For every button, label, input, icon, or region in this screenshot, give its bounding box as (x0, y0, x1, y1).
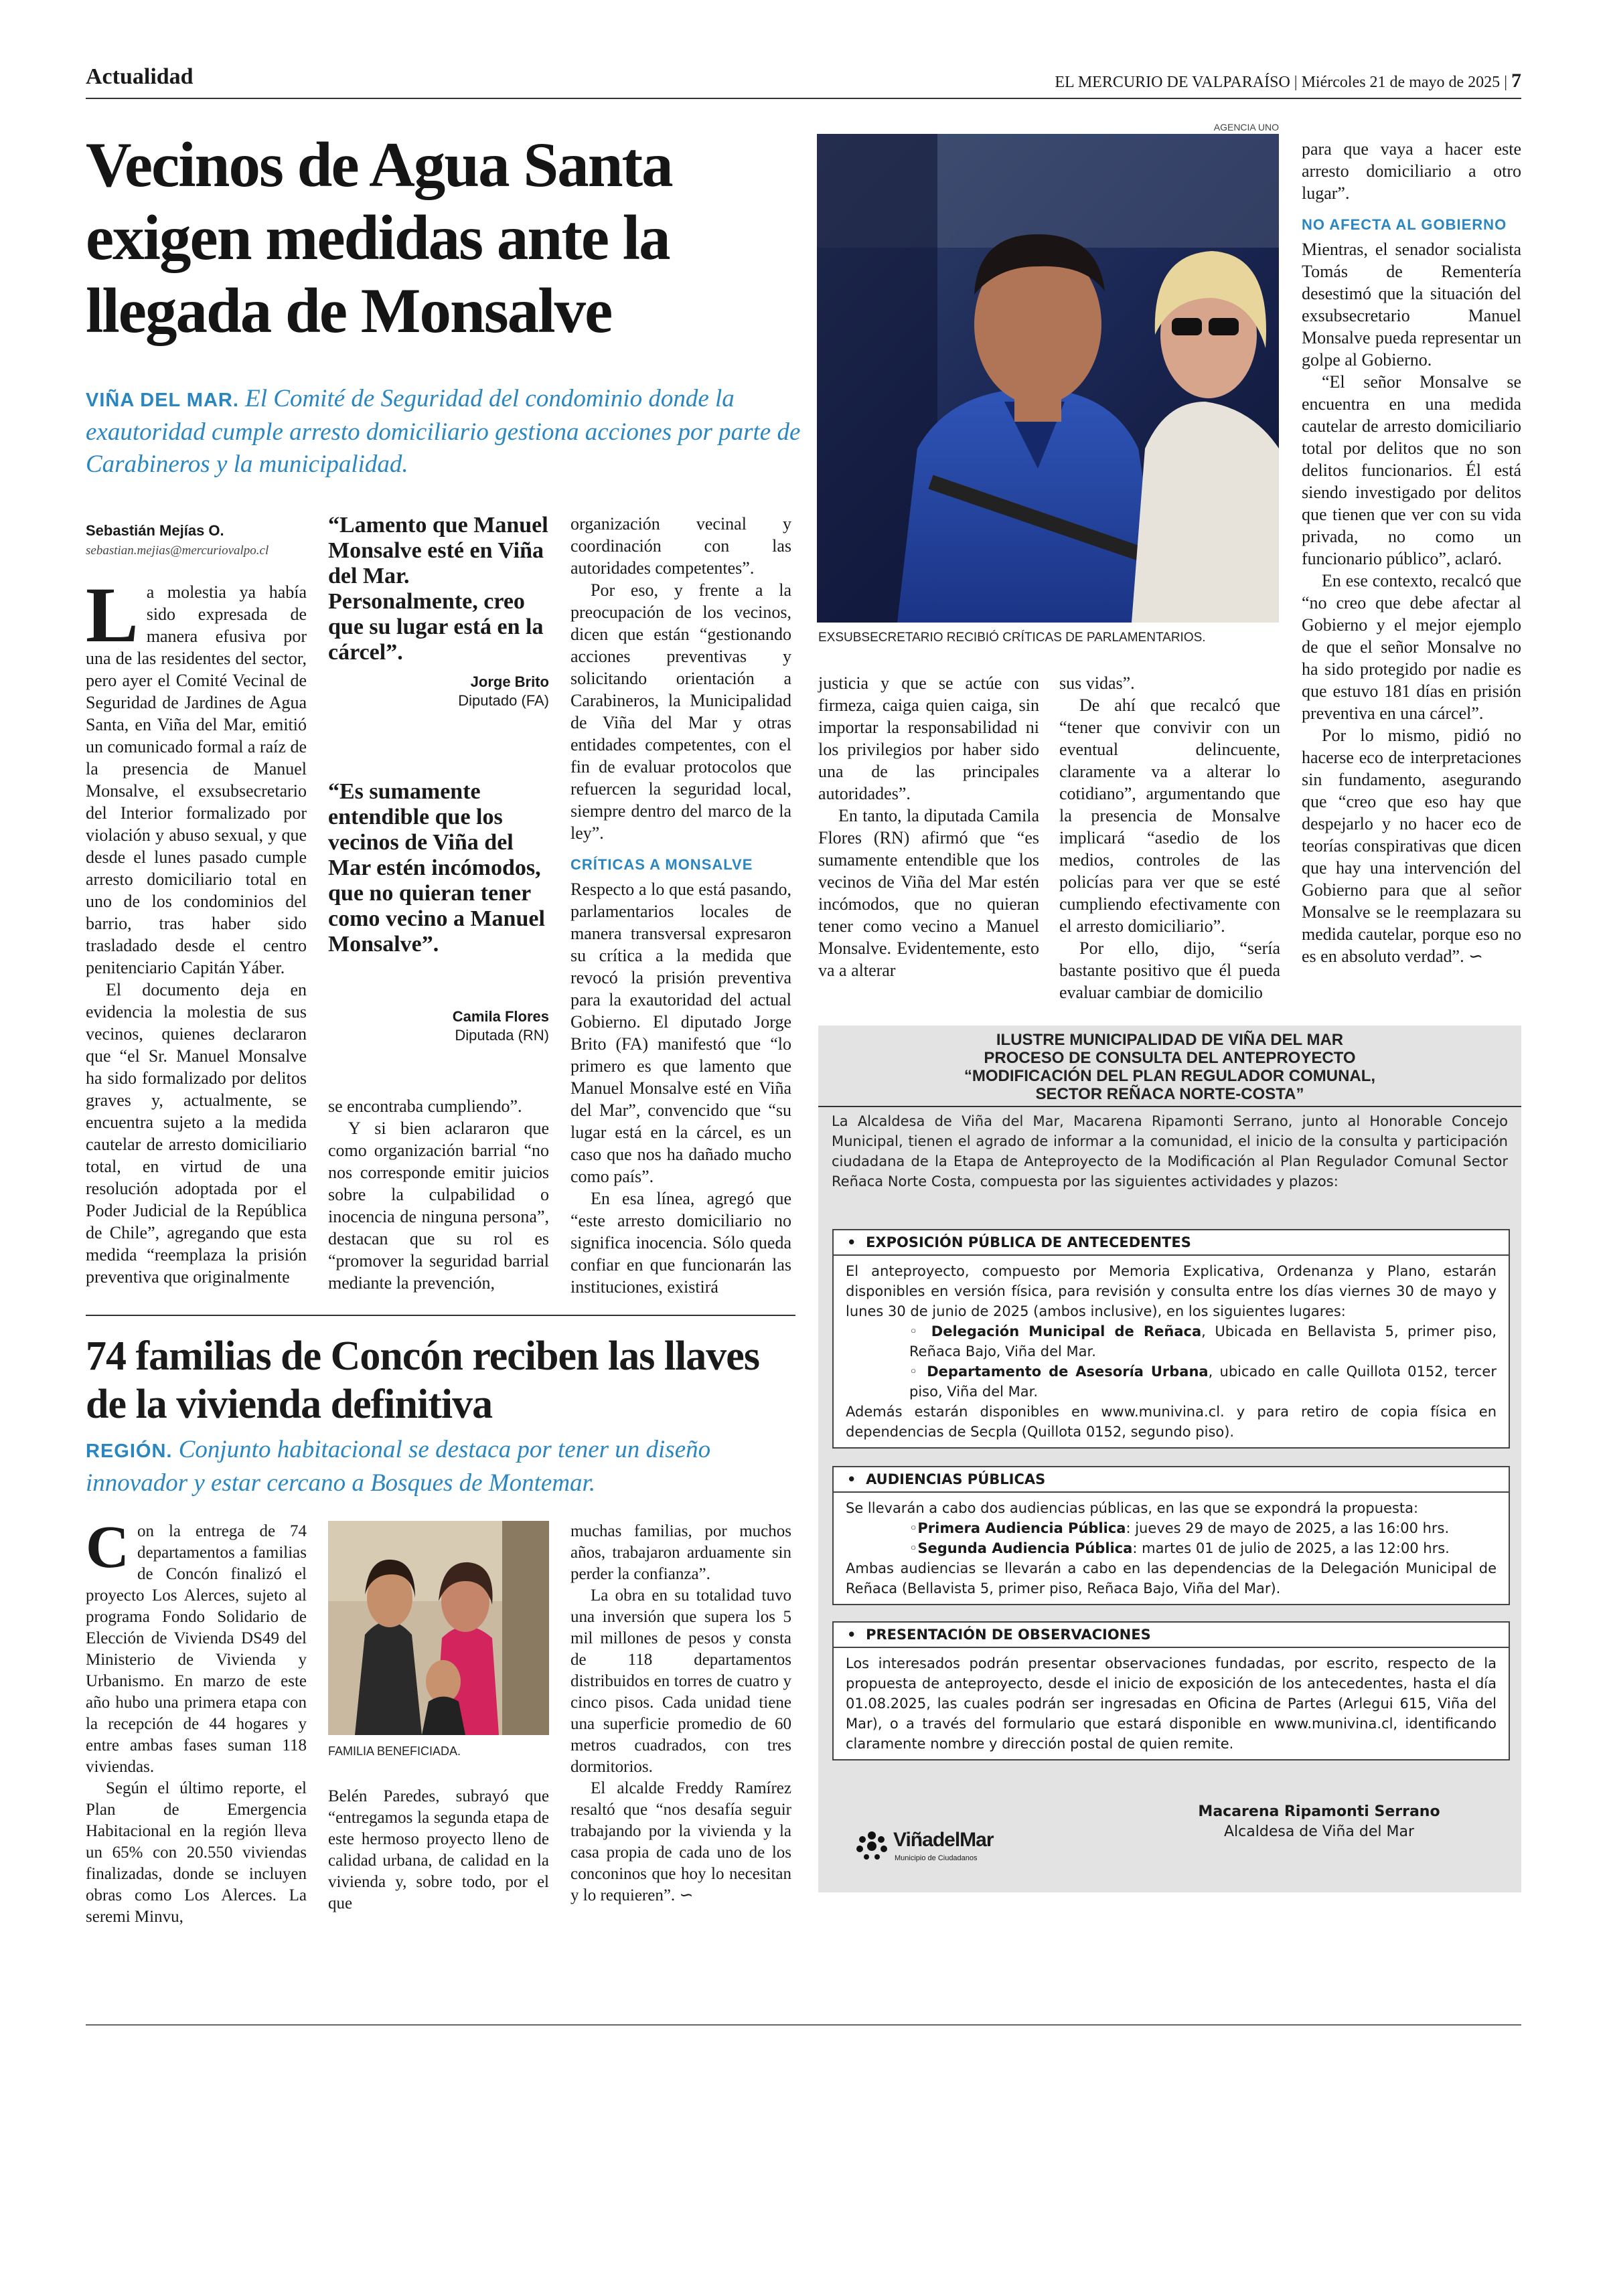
article1-column-5 (1059, 672, 1280, 1003)
hearing-item (846, 1518, 1497, 1538)
bullet-icon: • (847, 1234, 856, 1250)
section-body (834, 1493, 1509, 1604)
article2-column-3 (570, 1521, 791, 1906)
location-detail: , Ubicada en Bellavista 5, primer piso, Reñaca Bajo, Viña del Mar. (909, 1323, 1497, 1360)
photo-credit: AGENCIA UNO (1213, 122, 1279, 133)
pull-quote-flores-attribution (328, 1007, 549, 1045)
location-name: Delegación Municipal de Reñaca (931, 1323, 1202, 1339)
signer-role: Alcaldesa de Viña del Mar (1224, 1823, 1414, 1840)
quote-role: Diputada (RN) (455, 1027, 549, 1044)
location-detail: , ubicado en calle Quillota 0152, tercer piso, Viña del Mar. (909, 1364, 1497, 1400)
location-name: Departamento de Asesoría Urbana (927, 1364, 1209, 1380)
paragraph: De ahí que recalcó que “tener que convivir con un eventual delincuente, claramente va a alterar lo cotidiano”, argumentando que la presencia de Monsalve implicará “asedio de los medios, controles de las policías para ver que se esté cumpliendo efectivamente con el arresto domiciliario”. (1059, 695, 1280, 936)
paragraph: “El señor Monsalve se encuentra en una medida cautelar de arresto domiciliario total por delitos que no son delitos funcionarios. Él está siendo investigado por delitos que tienen que ver con su vida privada, no como un funcionario público”, aclaró. (1302, 372, 1521, 568)
article1-column-2 (328, 1095, 549, 1294)
logo-icon (852, 1826, 892, 1866)
pull-quote-brito: “Lamento que Manuel Monsalve esté en Viña del Mar. Personalmente, creo que su lugar está en la cárcel”. (328, 513, 548, 665)
notice-title-line: PROCESO DE CONSULTA DEL ANTEPROYECTO (984, 1049, 1356, 1067)
article2-headline: 74 familias de Concón reciben las llaves de la vivienda definitiva (86, 1333, 759, 1427)
notice-section-exposicion (832, 1229, 1510, 1449)
quote-name: Jorge Brito (470, 673, 549, 690)
section-header (834, 1623, 1509, 1648)
section-title: PRESENTACIÓN DE OBSERVACIONES (866, 1627, 1151, 1643)
pull-quote-brito-attribution (328, 673, 549, 710)
byline-author: Sebastián Mejías O. (86, 522, 224, 539)
sub-bullet-icon: ◦ (909, 1540, 918, 1556)
header-rule (86, 98, 1521, 99)
vina-del-mar-logo (852, 1821, 999, 1874)
pull-quote-flores: “Es sumamente entendible que los vecinos de Viña del Mar estén incómodos, que no quieran tener como vecino a Manuel Monsalve”. (328, 779, 545, 957)
paragraph: a molestia ya había sido expresada de manera efusiva por una de las residentes del sector, pero ayer el Comité Vecinal de Seguridad de Jardines de Agua Santa, en Viña del Mar, emitió un comunicado formal a raíz de la presencia de Manuel Monsalve, el exsubsecretario del Interior formalizado por violación y abuso sexual, y que desde el lunes pasado cumple arresto domiciliario total en uno de los condominios del barrio, tras haber sido trasladado desde el centro penitenciario Capitán Yáber. (86, 582, 307, 977)
paragraph: sus vidas”. (1059, 673, 1135, 693)
notice-signature (1138, 1802, 1500, 1842)
hearing-detail: : jueves 29 de mayo de 2025, a las 16:00 hrs. (1126, 1520, 1450, 1536)
separator: | (1504, 74, 1511, 91)
section-text: El anteproyecto, compuesto por Memoria Explicativa, Ordenanza y Plano, estarán disponibles en versión física, para revisión y consulta entre los días viernes 30 de mayo y lunes 30 de junio de 2025 (ambos inclusive), en los siguientes lugares: (846, 1263, 1497, 1319)
family-illustration (328, 1521, 549, 1735)
section-header (834, 1467, 1509, 1493)
signer-name: Macarena Ripamonti Serrano (1198, 1803, 1440, 1820)
paragraph (1302, 724, 1521, 967)
paragraph-text: Por lo mismo, pidió no hacerse eco de interpretaciones sin fundamento, asegurando que “creo que eso hay que despejarlo y no hacer eco de teorías conspirativas que dicen que hay una intervención del Gobierno para que al señor Monsalve se le reemplazara su medida cautelar, porque eso no es en absoluto verdad”. (1302, 726, 1521, 966)
article1-deck-text: El Comité de Seguridad del condominio donde la exautoridad cumple arresto domiciliario gestiona acciones por parte de Carabineros y la municipalidad. (86, 385, 801, 478)
paragraph: Según el último reporte, el Plan de Emergencia Habitacional en la región lleva un 65% con 20.550 viviendas finalizadas, donde se incluyen obras como Los Alerces. La seremi Minvu, (86, 1779, 307, 1926)
bullet-icon: • (847, 1471, 856, 1487)
notice-intro: La Alcaldesa de Viña del Mar, Macarena Ripamonti Serrano, junto al Honorable Concejo Municipal, tienen el agrado de informar a la comunidad, el inicio de la consulta y participación ciudadana de la Etapa de Anteproyecto de la Modificación al Plan Regulador Comunal Sector Reñaca Norte Costa, compuesta por las siguientes actividades y plazos: (832, 1113, 1508, 1190)
bullet-icon: • (847, 1627, 856, 1643)
paragraph: En ese contexto, recalcó que “no creo que debe afectar al Gobierno y el mejor ejemplo de que el señor Monsalve no ha sido protegido por nadie es que estuvo 181 días en prisión preventiva en una cárcel”. (1302, 571, 1521, 723)
dropcap: L (86, 571, 139, 659)
paragraph: on la entrega de 74 departamentos a familias de Concón finalizó el proyecto Los Alerces, sujeto al programa Fondo Solidario de Elección de Vivienda DS49 del Ministerio de Vivienda y Urbanismo. En marzo de este año hubo una primera etapa con la recepción de 44 hogares y entre ambas fases suman 118 viviendas. (86, 1522, 307, 1776)
monsalve-photo (817, 134, 1279, 623)
paragraph: para que vaya a hacer este arresto domiciliario a otro lugar”. (1302, 139, 1521, 203)
article2-column-2 (328, 1786, 549, 1914)
section-text: Los interesados podrán presentar observaciones fundadas, por escrito, respecto de la propuesta de anteproyecto, desde el inicio de exposición de los antecedentes, hasta el día 01.08.2025, las cuales podrán ser ingresadas en Oficina de Partes (Arlegui 615, Viña del Mar), o a través del formulario que estará disponible en www.munivina.cl, identificando claramente nombre y dirección postal de quien remite. (846, 1655, 1497, 1752)
quote-role: Diputado (FA) (458, 692, 549, 709)
section-label: Actualidad (86, 64, 194, 89)
paragraph: En esa línea, agregó que “este arresto domiciliario no significa inocencia. Sólo queda confiar en que funcionarán las instituciones, existirá (570, 1189, 791, 1297)
location-item (846, 1362, 1497, 1402)
section-title: AUDIENCIAS PÚBLICAS (866, 1471, 1046, 1487)
notice-title-line: SECTOR REÑACA NORTE-COSTA” (1035, 1085, 1304, 1103)
hearing-detail: : martes 01 de julio de 2025, a las 12:00 hrs. (1132, 1540, 1450, 1556)
section-text: Se llevarán a cabo dos audiencias públicas, en las que se expondrá la propuesta: (846, 1500, 1419, 1516)
article1-column-1 (86, 571, 307, 1288)
section-header (834, 1230, 1509, 1256)
section-text: Además estarán disponibles en www.munivina.cl. y para retiro de copia física en dependencias de Secpla (Quillota 0152, segundo piso). (846, 1404, 1497, 1440)
dropcap: C (86, 1514, 129, 1580)
paragraph: muchas familias, por muchos años, trabajaron arduamente sin perder la confianza”. (570, 1522, 791, 1583)
hearing-item (846, 1538, 1497, 1558)
page-number: 7 (1511, 70, 1521, 92)
section-title: EXPOSICIÓN PÚBLICA DE ANTECEDENTES (866, 1234, 1191, 1250)
article1-column-6 (1302, 138, 1521, 967)
article2-deck (86, 1434, 809, 1499)
article1-column-3 (570, 513, 791, 1298)
photo-caption: EXSUBSECRETARIO RECIBIÓ CRÍTICAS DE PARLAMENTARIOS. (818, 631, 1206, 645)
paragraph: Belén Paredes, subrayó que “entregamos la segunda etapa de este hermoso proyecto lleno de calidad urbana, de calidad en la vivienda y, sobre todo, por el que (328, 1787, 549, 1912)
footer-rule (86, 2024, 1521, 2026)
sub-bullet-icon: ◦ (909, 1364, 920, 1380)
subhead-criticas: CRÍTICAS A MONSALVE (570, 856, 753, 873)
section-body (834, 1648, 1509, 1759)
masthead-line (1055, 70, 1521, 92)
photo-illustration (817, 134, 1279, 623)
family-photo (328, 1521, 549, 1735)
article2-column-1 (86, 1514, 307, 1928)
notice-title-line: “MODIFICACIÓN DEL PLAN REGULADOR COMUNAL, (964, 1067, 1376, 1085)
paragraph: La obra en su totalidad tuvo una inversión que supera los 5 mil millones de pesos y consta de 118 departamentos distribuidos en torres de cuatro y cinco pisos. Cada unidad tiene una superficie promedio de 60 metros cuadrados, con tres dormitorios. (570, 1586, 791, 1776)
sub-bullet-icon: ◦ (909, 1520, 918, 1536)
issue-date: Miércoles 21 de mayo de 2025 (1301, 74, 1501, 91)
family-photo-caption: FAMILIA BENEFICIADA. (328, 1744, 461, 1758)
paragraph: justicia y que se actúe con firmeza, caiga quien caiga, sin importar la responsabilidad ni los privilegios por haber sido una de las principales autoridades”. (818, 673, 1039, 803)
paragraph: organización vecinal y coordinación con las autoridades competentes”. (570, 514, 791, 578)
notice-header-rule (818, 1106, 1521, 1107)
article2-deck-text: Conjunto habitacional se destaca por tener un diseño innovador y estar cercano a Bosques de Montemar. (86, 1436, 711, 1497)
paragraph: Mientras, el senador socialista Tomás de Rementería desestimó que la situación del exsubsecretario Manuel Monsalve pueda representar un golpe al Gobierno. (1302, 240, 1521, 370)
article2-kicker: REGIÓN. (86, 1441, 173, 1462)
paragraph: Respecto a lo que está pasando, parlamentarios locales de manera transversal expresaron su crítica a la medida que revocó la prisión preventiva para la exautoridad del actual Gobierno. El diputado Jorge Brito (FA) manifestó que “lo primero es que lamento que Manuel Monsalve esté en Viña del Mar”, convencido que “su lugar está en la cárcel, es un caso que nos ha dañado mucho como país”. (570, 880, 791, 1186)
notice-section-audiencias (832, 1466, 1510, 1605)
paragraph: El documento deja en evidencia la molestia de sus vecinos, quienes declararon que “el Sr. Manuel Monsalve ha sido formalizado por delitos graves y, actualmente, se encuentra sujeto a la medida cautelar de arresto domiciliario total, en virtud de una resolución adoptada por el Poder Judicial de la República de Chile”, agregando que esta medida “reemplaza la prisión preventiva que originalmente (86, 980, 307, 1287)
paragraph: se encontraba cumpliendo”. (328, 1096, 522, 1116)
hearing-name: Primera Audiencia Pública (917, 1520, 1126, 1536)
section-body (834, 1256, 1509, 1447)
article1-kicker: VIÑA DEL MAR. (86, 390, 239, 411)
notice-title-line: ILUSTRE MUNICIPALIDAD DE VIÑA DEL MAR (996, 1031, 1344, 1049)
paragraph: En tanto, la diputada Camila Flores (RN) afirmó que “es sumamente entendible que los vecinos de Viña del Mar estén incómodos, que no quieran tener como vecino a Manuel Monsalve. Evidentemente, esto va a alterar (818, 806, 1039, 980)
paragraph: Por eso, y frente a la preocupación de los vecinos, dicen que están “gestionando acciones preventivas y solicitando orientación a Carabineros, la Municipalidad de Viña del Mar y otras entidades competentes, con el fin de evaluar protocolos que refuercen la seguridad local, siempre dentro del marco de la ley”. (570, 580, 791, 843)
section-text: Ambas audiencias se llevarán a cabo en las dependencias de la Delegación Municipal de Reñaca (Bellavista 5, primer piso, Reñaca Bajo, Viña del Mar). (846, 1560, 1497, 1596)
paper-name: EL MERCURIO DE VALPARAÍSO (1055, 74, 1290, 91)
article1-deck (86, 383, 809, 481)
paragraph: Por ello, dijo, “sería bastante positivo que él pueda evaluar cambiar de domicilio (1059, 938, 1280, 1002)
logo-text: ViñadelMar (893, 1829, 994, 1851)
notice-header (818, 1026, 1521, 1103)
subhead-gobierno: NO AFECTA AL GOBIERNO (1302, 216, 1507, 233)
location-item (846, 1321, 1497, 1362)
article1-headline: Vecinos de Agua Santa exigen medidas ante la llegada de Monsalve (86, 129, 672, 346)
paragraph: Y si bien aclararon que como organización barrial “no nos corresponde emitir juicios sobre la culpabilidad o inocencia de ninguna persona”, destacan que su rol es “promover la seguridad barrial mediante la prevención, (328, 1119, 549, 1293)
paragraph (570, 1778, 791, 1906)
quote-name: Camila Flores (452, 1008, 549, 1025)
sub-bullet-icon: ◦ (909, 1323, 923, 1339)
notice-section-observaciones (832, 1621, 1510, 1760)
logo-subtitle: Municipio de Ciudadanos (895, 1854, 978, 1862)
separator: | (1294, 74, 1302, 91)
end-mark: ∽ (1468, 947, 1483, 966)
hearing-name: Segunda Audiencia Pública (917, 1540, 1133, 1556)
end-mark: ∽ (679, 1886, 694, 1904)
article-divider (86, 1315, 795, 1316)
article1-column-4 (818, 672, 1039, 981)
paragraph-text: El alcalde Freddy Ramírez resaltó que “nos desafía seguir trabajando por la vivienda y la casa propia de cada uno de los conconinos que hoy lo necesitan y lo requieren”. (570, 1779, 791, 1904)
byline-email: sebastian.mejias@mercuriovalpo.cl (86, 544, 269, 558)
